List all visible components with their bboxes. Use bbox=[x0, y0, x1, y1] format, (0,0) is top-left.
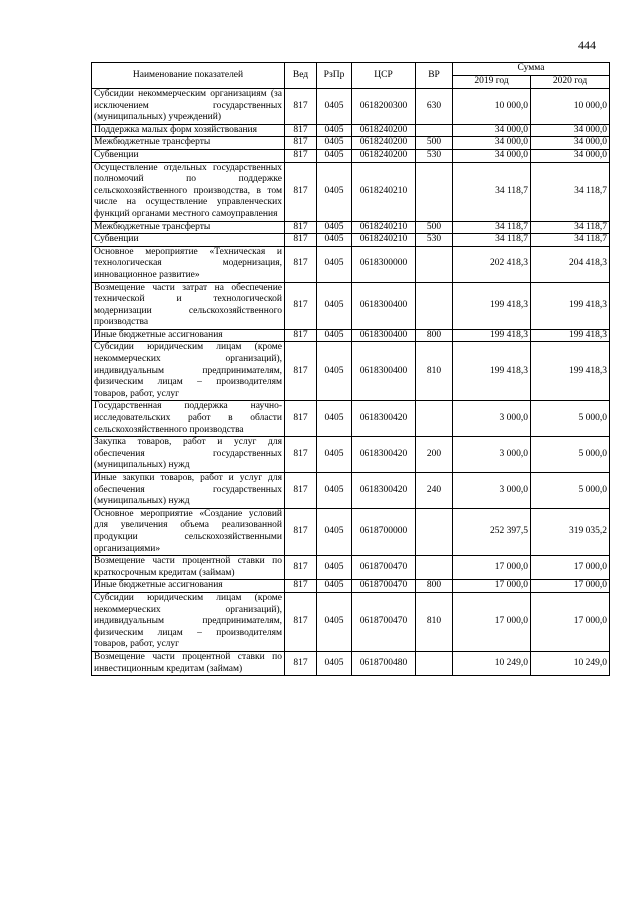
cell-name: Возмещение части затрат на обеспечение технической и технологической модернизации сельскохозяйственного производства bbox=[92, 282, 285, 329]
cell-y2019: 199 418,3 bbox=[453, 342, 531, 401]
cell-y2019: 34 118,7 bbox=[453, 221, 531, 234]
cell-y2019: 17 000,0 bbox=[453, 592, 531, 651]
cell-y2020: 199 418,3 bbox=[531, 282, 610, 329]
header-rzpr: РзПр bbox=[317, 63, 352, 89]
cell-y2020: 319 035,2 bbox=[531, 508, 610, 555]
header-row bbox=[92, 63, 610, 76]
cell-ved: 817 bbox=[285, 124, 317, 137]
cell-rzpr: 0405 bbox=[317, 221, 352, 234]
cell-name: Возмещение части процентной ставки по краткосрочным кредитам (займам) bbox=[92, 556, 285, 580]
cell-y2020: 34 118,7 bbox=[531, 221, 610, 234]
cell-ved: 817 bbox=[285, 437, 317, 473]
cell-y2019: 10 249,0 bbox=[453, 651, 531, 675]
table-row bbox=[92, 329, 610, 342]
cell-rzpr: 0405 bbox=[317, 401, 352, 437]
cell-csr: 0618300000 bbox=[352, 246, 416, 282]
cell-ved: 817 bbox=[285, 401, 317, 437]
cell-vr: 240 bbox=[416, 473, 453, 509]
cell-y2019: 34 118,7 bbox=[453, 234, 531, 247]
cell-name: Иные закупки товаров, работ и услуг для обеспечения государственных (муниципальных) нужд bbox=[92, 473, 285, 509]
cell-y2020: 17 000,0 bbox=[531, 592, 610, 651]
cell-vr: 800 bbox=[416, 329, 453, 342]
cell-vr bbox=[416, 556, 453, 580]
cell-name: Субсидии юридическим лицам (кроме некоммерческих организаций), индивидуальным предпринимателям, физическим лицам – производителям товаров, работ, услуг bbox=[92, 592, 285, 651]
cell-csr: 0618700470 bbox=[352, 556, 416, 580]
cell-rzpr: 0405 bbox=[317, 89, 352, 125]
table-row bbox=[92, 246, 610, 282]
cell-csr: 0618300420 bbox=[352, 401, 416, 437]
cell-y2020: 17 000,0 bbox=[531, 556, 610, 580]
cell-rzpr: 0405 bbox=[317, 556, 352, 580]
cell-y2020: 34 118,7 bbox=[531, 234, 610, 247]
cell-csr: 0618700470 bbox=[352, 580, 416, 593]
cell-rzpr: 0405 bbox=[317, 162, 352, 221]
cell-y2020: 34 000,0 bbox=[531, 137, 610, 150]
cell-vr: 810 bbox=[416, 592, 453, 651]
table-row bbox=[92, 342, 610, 401]
cell-name: Субсидии некоммерческим организациям (за исключением государственных (муниципальных) учреждений) bbox=[92, 89, 285, 125]
budget-table bbox=[91, 62, 610, 676]
cell-y2020: 5 000,0 bbox=[531, 437, 610, 473]
cell-y2019: 199 418,3 bbox=[453, 329, 531, 342]
table-body bbox=[92, 89, 610, 676]
cell-ved: 817 bbox=[285, 651, 317, 675]
cell-name: Субвенции bbox=[92, 234, 285, 247]
cell-ved: 817 bbox=[285, 473, 317, 509]
cell-csr: 0618240210 bbox=[352, 162, 416, 221]
cell-rzpr: 0405 bbox=[317, 580, 352, 593]
cell-name: Межбюджетные трансферты bbox=[92, 221, 285, 234]
cell-y2019: 34 118,7 bbox=[453, 162, 531, 221]
cell-vr: 800 bbox=[416, 580, 453, 593]
cell-name: Закупка товаров, работ и услуг для обеспечения государственных (муниципальных) нужд bbox=[92, 437, 285, 473]
cell-rzpr: 0405 bbox=[317, 329, 352, 342]
cell-ved: 817 bbox=[285, 580, 317, 593]
cell-ved: 817 bbox=[285, 592, 317, 651]
cell-y2019: 3 000,0 bbox=[453, 437, 531, 473]
cell-csr: 0618300400 bbox=[352, 329, 416, 342]
cell-csr: 0618700480 bbox=[352, 651, 416, 675]
header-ved: Вед bbox=[285, 63, 317, 89]
page-number: 444 bbox=[578, 38, 596, 52]
cell-y2020: 10 000,0 bbox=[531, 89, 610, 125]
cell-name: Субсидии юридическим лицам (кроме некоммерческих организаций), индивидуальным предпринимателям, физическим лицам – производителям товаров, работ, услуг bbox=[92, 342, 285, 401]
cell-y2020: 204 418,3 bbox=[531, 246, 610, 282]
cell-vr bbox=[416, 401, 453, 437]
cell-y2020: 34 118,7 bbox=[531, 162, 610, 221]
table-row bbox=[92, 437, 610, 473]
cell-y2020: 5 000,0 bbox=[531, 473, 610, 509]
cell-ved: 817 bbox=[285, 221, 317, 234]
cell-ved: 817 bbox=[285, 282, 317, 329]
cell-ved: 817 bbox=[285, 329, 317, 342]
cell-rzpr: 0405 bbox=[317, 342, 352, 401]
cell-y2020: 34 000,0 bbox=[531, 124, 610, 137]
cell-rzpr: 0405 bbox=[317, 651, 352, 675]
cell-vr bbox=[416, 124, 453, 137]
cell-vr: 530 bbox=[416, 149, 453, 162]
table-row bbox=[92, 124, 610, 137]
cell-name: Государственная поддержка научно-исследовательских работ в области сельскохозяйственного производства bbox=[92, 401, 285, 437]
cell-name: Поддержка малых форм хозяйствования bbox=[92, 124, 285, 137]
cell-y2020: 199 418,3 bbox=[531, 329, 610, 342]
cell-y2020: 17 000,0 bbox=[531, 580, 610, 593]
cell-rzpr: 0405 bbox=[317, 246, 352, 282]
cell-csr: 0618700000 bbox=[352, 508, 416, 555]
cell-y2019: 17 000,0 bbox=[453, 556, 531, 580]
cell-y2019: 252 397,5 bbox=[453, 508, 531, 555]
cell-vr: 500 bbox=[416, 137, 453, 150]
cell-csr: 0618300400 bbox=[352, 342, 416, 401]
cell-ved: 817 bbox=[285, 246, 317, 282]
table-row bbox=[92, 162, 610, 221]
cell-y2019: 202 418,3 bbox=[453, 246, 531, 282]
cell-csr: 0618700470 bbox=[352, 592, 416, 651]
cell-rzpr: 0405 bbox=[317, 149, 352, 162]
cell-csr: 0618300420 bbox=[352, 437, 416, 473]
cell-csr: 0618240200 bbox=[352, 137, 416, 150]
cell-csr: 0618300420 bbox=[352, 473, 416, 509]
cell-ved: 817 bbox=[285, 89, 317, 125]
cell-ved: 817 bbox=[285, 342, 317, 401]
cell-csr: 0618240210 bbox=[352, 221, 416, 234]
cell-rzpr: 0405 bbox=[317, 508, 352, 555]
table-row bbox=[92, 473, 610, 509]
cell-y2019: 3 000,0 bbox=[453, 401, 531, 437]
cell-y2019: 34 000,0 bbox=[453, 124, 531, 137]
table-row bbox=[92, 508, 610, 555]
table-row bbox=[92, 137, 610, 150]
table-row bbox=[92, 89, 610, 125]
cell-vr: 810 bbox=[416, 342, 453, 401]
cell-vr: 530 bbox=[416, 234, 453, 247]
header-sum: Сумма bbox=[453, 63, 610, 76]
cell-name: Возмещение части процентной ставки по инвестиционным кредитам (займам) bbox=[92, 651, 285, 675]
table-row bbox=[92, 234, 610, 247]
cell-y2019: 17 000,0 bbox=[453, 580, 531, 593]
cell-rzpr: 0405 bbox=[317, 124, 352, 137]
cell-vr: 630 bbox=[416, 89, 453, 125]
header-csr: ЦСР bbox=[352, 63, 416, 89]
cell-name: Осуществление отдельных государственных полномочий по поддержке сельскохозяйственного производства, в том числе на осуществление управленческих функций органами местного самоуправления bbox=[92, 162, 285, 221]
cell-rzpr: 0405 bbox=[317, 137, 352, 150]
cell-csr: 0618200300 bbox=[352, 89, 416, 125]
cell-name: Основное мероприятие «Создание условий для увеличения объема реализованной продукции сельскохозяйственными организациями» bbox=[92, 508, 285, 555]
header-name: Наименование показателей bbox=[92, 63, 285, 89]
cell-ved: 817 bbox=[285, 149, 317, 162]
table-row bbox=[92, 282, 610, 329]
cell-vr: 200 bbox=[416, 437, 453, 473]
cell-y2019: 34 000,0 bbox=[453, 137, 531, 150]
header-2020: 2020 год bbox=[531, 76, 610, 89]
cell-csr: 0618240210 bbox=[352, 234, 416, 247]
cell-ved: 817 bbox=[285, 234, 317, 247]
cell-rzpr: 0405 bbox=[317, 473, 352, 509]
cell-vr bbox=[416, 246, 453, 282]
cell-rzpr: 0405 bbox=[317, 282, 352, 329]
cell-name: Иные бюджетные ассигнования bbox=[92, 580, 285, 593]
table-row bbox=[92, 149, 610, 162]
table-row bbox=[92, 401, 610, 437]
cell-csr: 0618300400 bbox=[352, 282, 416, 329]
header-2019: 2019 год bbox=[453, 76, 531, 89]
cell-vr bbox=[416, 162, 453, 221]
cell-y2019: 199 418,3 bbox=[453, 282, 531, 329]
cell-rzpr: 0405 bbox=[317, 234, 352, 247]
cell-ved: 817 bbox=[285, 137, 317, 150]
cell-vr bbox=[416, 282, 453, 329]
cell-y2019: 10 000,0 bbox=[453, 89, 531, 125]
table-row bbox=[92, 580, 610, 593]
cell-y2020: 10 249,0 bbox=[531, 651, 610, 675]
table-row bbox=[92, 221, 610, 234]
cell-name: Субвенции bbox=[92, 149, 285, 162]
table-row bbox=[92, 556, 610, 580]
cell-vr bbox=[416, 651, 453, 675]
table-row bbox=[92, 651, 610, 675]
cell-name: Основное мероприятие «Техническая и технологическая модернизация, инновационное развитие» bbox=[92, 246, 285, 282]
cell-ved: 817 bbox=[285, 162, 317, 221]
cell-y2020: 5 000,0 bbox=[531, 401, 610, 437]
cell-vr bbox=[416, 508, 453, 555]
cell-name: Иные бюджетные ассигнования bbox=[92, 329, 285, 342]
cell-y2020: 199 418,3 bbox=[531, 342, 610, 401]
cell-name: Межбюджетные трансферты bbox=[92, 137, 285, 150]
cell-y2019: 3 000,0 bbox=[453, 473, 531, 509]
table-row bbox=[92, 592, 610, 651]
cell-ved: 817 bbox=[285, 556, 317, 580]
cell-y2019: 34 000,0 bbox=[453, 149, 531, 162]
cell-y2020: 34 000,0 bbox=[531, 149, 610, 162]
header-vr: ВР bbox=[416, 63, 453, 89]
cell-csr: 0618240200 bbox=[352, 124, 416, 137]
cell-rzpr: 0405 bbox=[317, 592, 352, 651]
cell-vr: 500 bbox=[416, 221, 453, 234]
cell-ved: 817 bbox=[285, 508, 317, 555]
cell-csr: 0618240200 bbox=[352, 149, 416, 162]
cell-rzpr: 0405 bbox=[317, 437, 352, 473]
